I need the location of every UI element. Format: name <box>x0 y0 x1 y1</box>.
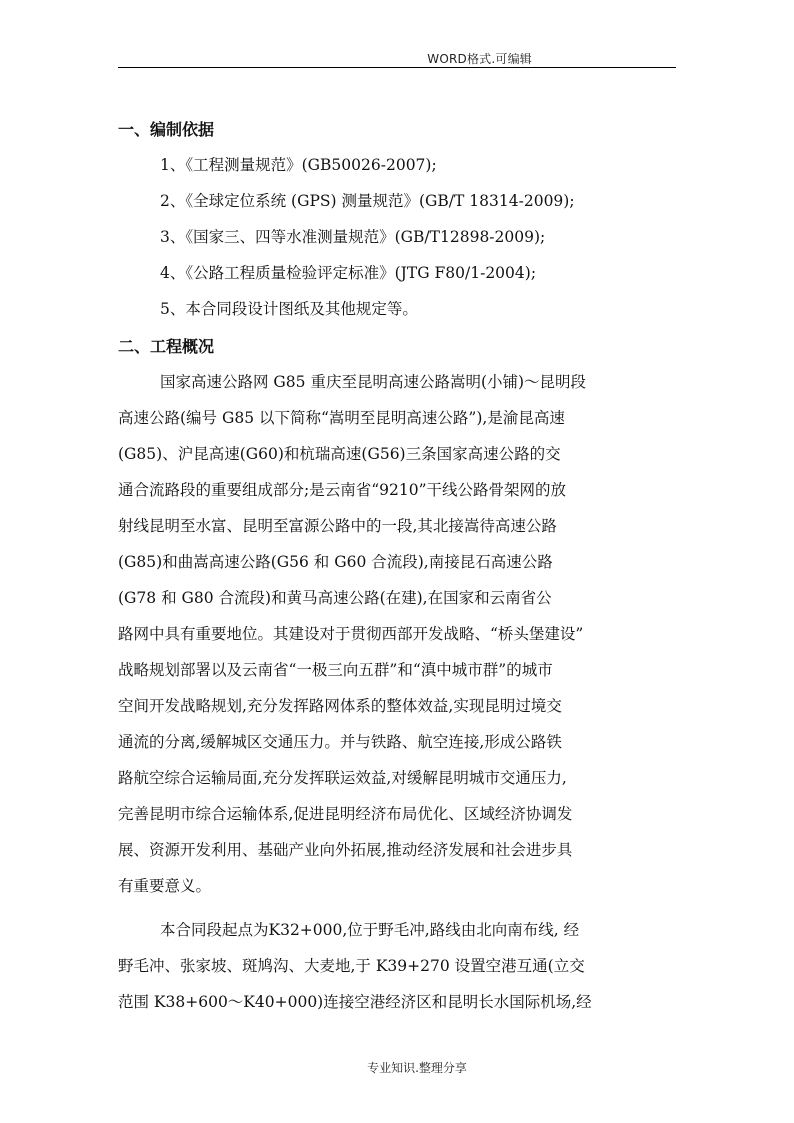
list-item: 3、《国家三、四等水准测量规范》(GB/T12898-2009); <box>160 228 546 246</box>
paragraph-line: 本合同段起点为K32+000,位于野毛冲,路线由北向南布线, 经 <box>160 921 580 939</box>
paragraph-line: 野毛冲、张家坡、斑鸠沟、大麦地,于 K39+270 设置空港互通(立交 <box>118 957 585 975</box>
paragraph-line: (G85)、沪昆高速(G60)和杭瑞高速(G56)三条国家高速公路的交 <box>118 445 561 463</box>
paragraph-line: (G85)和曲嵩高速公路(G56 和 G60 合流段),南接昆石高速公路 <box>118 553 553 571</box>
paragraph-line: 完善昆明市综合运输体系,促进昆明经济布局优化、区域经济协调发 <box>118 805 573 823</box>
list-item: 1、《工程测量规范》(GB50026-2007); <box>160 156 437 174</box>
paragraph-line: 通流的分离,缓解城区交通压力。并与铁路、航空连接,形成公路铁 <box>118 733 562 751</box>
list-item: 5、本合同段设计图纸及其他规定等。 <box>160 300 418 318</box>
list-item: 4、《公路工程质量检验评定标准》(JTG F80/1-2004); <box>160 264 537 282</box>
paragraph-line: 展、资源开发利用、基础产业向外拓展,推动经济发展和社会进步具 <box>118 841 573 859</box>
section-heading: 二、工程概况 <box>118 337 215 356</box>
header-text: WORD格式.可编辑 <box>427 52 532 66</box>
paragraph-line: 战略规划部署以及云南省“一极三向五群”和“滇中城市群”的城市 <box>118 661 553 679</box>
paragraph-line: 高速公路(编号 G85 以下简称“嵩明至昆明高速公路”),是渝昆高速 <box>118 409 565 427</box>
paragraph-line: 路网中具有重要地位。其建设对于贯彻西部开发战略、“桥头堡建设” <box>118 625 584 643</box>
paragraph-line: 空间开发战略规划,充分发挥路网体系的整体效益,实现昆明过境交 <box>118 697 562 715</box>
page-header <box>118 50 676 68</box>
section-heading: 一、编制依据 <box>118 120 215 139</box>
paragraph-line: 路航空综合运输局面,充分发挥联运效益,对缓解昆明城市交通压力, <box>118 769 567 787</box>
paragraph-line: 范围 K38+600～K40+000)连接空港经济区和昆明长水国际机场,经 <box>118 993 592 1011</box>
paragraph-line: 通合流路段的重要组成部分;是云南省“9210”干线公路骨架网的放 <box>118 481 567 499</box>
list-item: 2、《全球定位系统 (GPS) 测量规范》(GB/T 18314-2009); <box>160 192 575 210</box>
paragraph-line: 国家高速公路网 G85 重庆至昆明高速公路嵩明(小铺)～昆明段 <box>160 373 587 391</box>
paragraph-line: (G78 和 G80 合流段)和黄马高速公路(在建),在国家和云南省公 <box>118 589 552 607</box>
paragraph-line: 射线昆明至水富、昆明至富源公路中的一段,其北接嵩待高速公路 <box>118 517 557 535</box>
paragraph-line: 有重要意义。 <box>118 877 212 895</box>
page-footer: 专业知识.整理分享 <box>367 1061 467 1075</box>
